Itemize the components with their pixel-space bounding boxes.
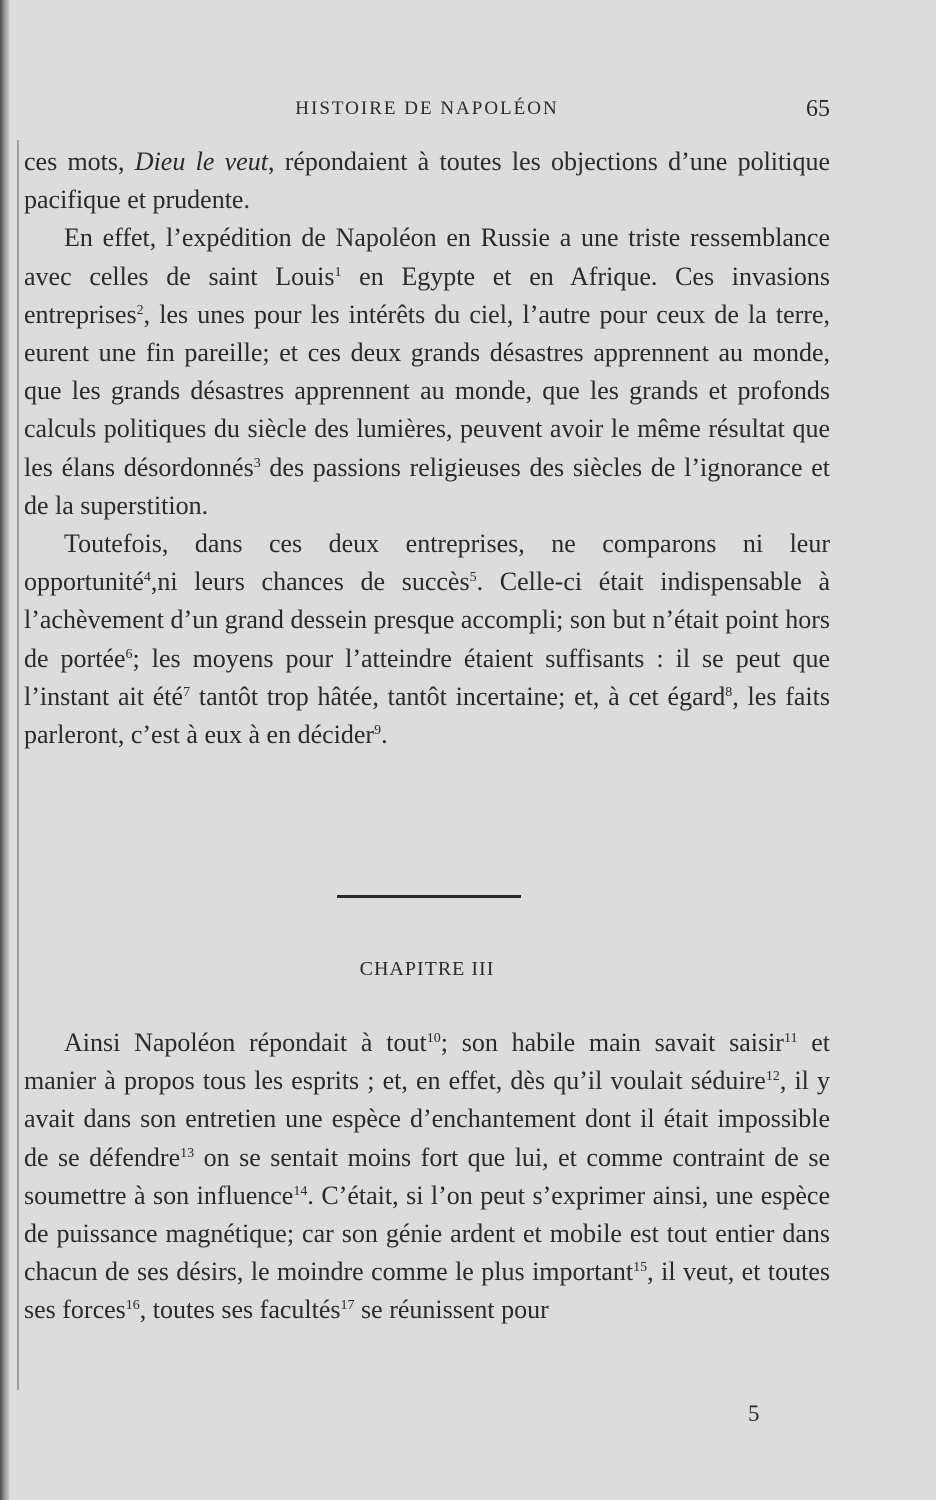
binding-edge (0, 0, 10, 1500)
footnote-reference: 4 (143, 570, 151, 586)
footnote-reference: 1 (334, 264, 342, 280)
text-run: ; son habile main savait saisir (440, 1028, 784, 1057)
footnote-reference: 7 (183, 684, 191, 700)
chapter-title: CHAPITRE III (359, 958, 495, 980)
text-run: . (381, 720, 388, 750)
footnote-reference: 8 (725, 684, 733, 700)
footnote-reference: 3 (253, 455, 261, 471)
text-run: ,ni leurs chances de succès (150, 567, 470, 597)
footnote-reference: 12 (765, 1069, 780, 1085)
text-block-bottom (24, 1024, 830, 1330)
running-title: HISTOIRE DE NAPOLÉON (295, 98, 559, 119)
paragraph (24, 525, 830, 754)
page-header (24, 96, 830, 126)
footnote-reference: 14 (293, 1183, 308, 1199)
emphasized-text: Dieu le veut (134, 147, 268, 176)
text-run: Toutefois, dans ces deux entreprises, ne comparons ni leur opportunité (24, 529, 830, 597)
footnote-reference: 9 (374, 723, 382, 739)
footnote-reference: 2 (136, 302, 144, 318)
text-run: , les unes pour les intérêts du ciel, l’autre pour ceux de la terre, eurent une fin pareille; et ces deux grands désastres apprennent au monde, que les grands désastres apprennent au monde, que les grands et profonds calculs politiques du siècle des lumières, peuvent avoir le même résultat que les élans désordonnés (24, 299, 830, 482)
text-run: . C’était, si l’on peut s’exprimer ainsi, une espèce de puissance magnétique; car son génie ardent et mobile est tout entier dans chacun de ses désirs, le moindre comme le plus important (24, 1180, 830, 1287)
paragraph (24, 1024, 830, 1330)
footnote-reference: 11 (783, 1031, 798, 1046)
text-run: En effet, l’expédition de Napoléon en Russie a une triste ressemblance avec celles de saint Louis (24, 223, 830, 291)
text-run: , les faits parleront, c’est à eux à en décider (24, 681, 830, 750)
text-block-top (24, 143, 830, 754)
text-run: Ainsi Napoléon répondait à tout (64, 1028, 427, 1057)
paragraph (24, 143, 830, 219)
page-number: 65 (806, 96, 830, 122)
text-run: des passions religieuses des siècles de l’ignorance et de la superstition. (24, 452, 830, 520)
footnote-reference: 15 (633, 1260, 648, 1276)
text-run: . Celle-ci était indispensable à l’achèvement d’un grand dessein presque accompli; son but n’était point hors de portée (24, 567, 830, 673)
text-run: ; les moyens pour l’atteindre étaient suffisants : il se peut que l’instant ait été (24, 643, 830, 711)
text-run: se réunissent pour (354, 1295, 549, 1325)
text-run: , il y avait dans son entretien une espèce d’enchantement dont il était impossible de se défendre (24, 1066, 831, 1172)
text-run: , il veut, et toutes ses forces (24, 1257, 830, 1325)
binding-shadow-line (17, 140, 19, 1390)
text-run: tantôt trop hâtée, tantôt incertaine; et, à cet égard (190, 681, 726, 711)
text-run: on se sentait moins fort que lui, et comme contraint de se soumettre à son influence (24, 1142, 830, 1210)
footnote-reference: 17 (340, 1298, 355, 1314)
text-run: , répondaient à toutes les objections d’une politique pacifique et prudente. (24, 147, 831, 215)
footnote-reference: 13 (180, 1145, 195, 1161)
footnote-reference: 16 (125, 1298, 140, 1314)
footnote-reference: 6 (125, 646, 133, 662)
text-run: , toutes ses facultés (139, 1295, 341, 1325)
paragraph (24, 219, 830, 525)
footnote-reference: 10 (426, 1031, 441, 1046)
text-run: ces mots, (24, 147, 135, 176)
text-run: et manier à propos tous les esprits ; et, en effet, dès qu’il voulait séduire (24, 1028, 830, 1096)
section-divider (337, 895, 521, 898)
signature-mark: 5 (748, 1401, 760, 1426)
footnote-reference: 5 (469, 570, 477, 586)
text-run: en Egypte et en Afrique. Ces invasions entreprises (24, 261, 830, 329)
